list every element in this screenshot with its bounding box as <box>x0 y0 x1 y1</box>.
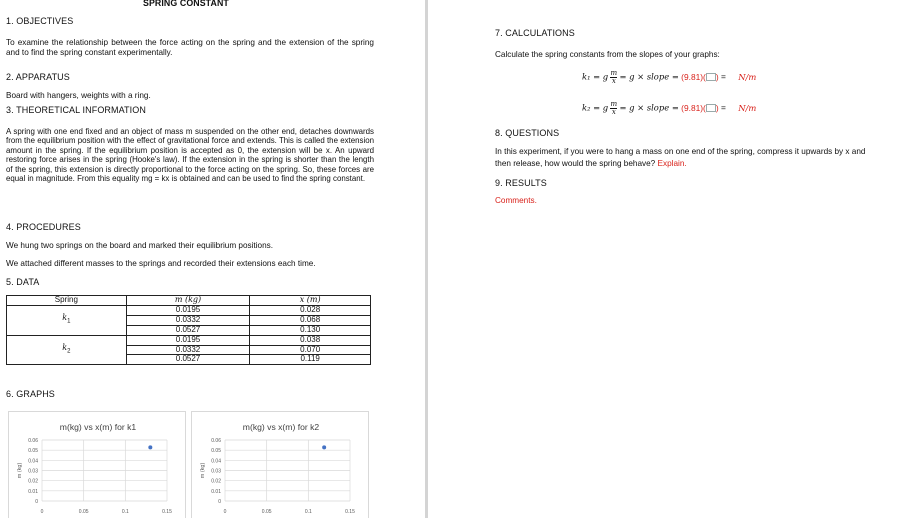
y-tick-label: 0.04 <box>28 458 38 465</box>
y-axis-label: m (kg) <box>17 462 23 479</box>
eq2-lhs: k₂ = g <box>582 102 609 113</box>
heading-apparatus: 2. APPARATUS <box>6 72 70 82</box>
placeholder-box[interactable] <box>706 104 716 112</box>
x-tick-label: 0.15 <box>162 509 172 515</box>
y-tick-label: 0.05 <box>28 448 38 455</box>
heading-questions: 8. QUESTIONS <box>495 128 560 138</box>
question-body: In this experiment, if you were to hang a mass on one end of the spring, compress it upwards by x and then release, how would the spring behave? <box>495 147 866 168</box>
y-tick-label: 0.06 <box>211 438 221 444</box>
placeholder-box[interactable] <box>706 73 716 81</box>
heading-data: 5. DATA <box>6 277 40 287</box>
eq-unit: N/m <box>738 102 757 113</box>
procedure-line-2: We attached different masses to the springs and recorded their extensions each time. <box>6 259 316 268</box>
heading-graphs: 6. GRAPHS <box>6 389 55 399</box>
eq-mid: = g × slope = <box>619 102 679 113</box>
fraction-num: m <box>610 100 618 108</box>
equation-k2 <box>582 101 756 116</box>
chart-k1 <box>8 411 186 518</box>
fraction-den: x <box>611 77 616 85</box>
extension-cell: 0.068 <box>250 315 371 325</box>
chart-title: m(kg) vs x(m) for k2 <box>242 422 320 432</box>
mass-cell: 0.0195 <box>126 335 250 345</box>
data-point <box>148 445 152 449</box>
y-tick-label: 0 <box>35 499 38 505</box>
x-tick-label: 0.15 <box>345 509 355 515</box>
y-tick-label: 0.01 <box>211 488 221 495</box>
data-table <box>6 295 371 365</box>
y-tick-label: 0.06 <box>28 438 38 444</box>
fraction-den: x <box>611 108 616 116</box>
equation-k1 <box>582 70 756 85</box>
col-header-extension: x (m) <box>250 296 371 306</box>
data-point <box>322 445 326 449</box>
eq-close: ) <box>715 102 719 113</box>
spring-k2-cell <box>7 335 127 365</box>
heading-theory: 3. THEORETICAL INFORMATION <box>6 105 146 115</box>
results-comments: Comments. <box>495 196 537 205</box>
heading-results: 9. RESULTS <box>495 178 547 188</box>
extension-cell: 0.119 <box>250 355 371 365</box>
extension-cell: 0.028 <box>250 305 371 315</box>
mass-cell: 0.0527 <box>126 325 250 335</box>
y-tick-label: 0.01 <box>28 488 38 495</box>
mass-cell: 0.0527 <box>126 355 250 365</box>
table-header-row <box>7 296 371 306</box>
spring-symbol: k <box>62 313 68 323</box>
spring-k1-cell <box>7 305 127 335</box>
eq-equals: = <box>720 71 726 82</box>
mass-cell: 0.0195 <box>126 305 250 315</box>
y-tick-label: 0.02 <box>28 478 38 485</box>
fraction <box>610 101 617 116</box>
table-row <box>7 335 371 345</box>
eq1-lhs: k₁ = g <box>582 71 609 82</box>
table-row <box>7 305 371 315</box>
spring-symbol: k <box>62 342 68 352</box>
mass-cell: 0.0332 <box>126 315 250 325</box>
y-tick-label: 0.04 <box>211 458 221 465</box>
spring-subscript: 1 <box>67 318 71 325</box>
x-tick-label: 0.1 <box>304 509 312 515</box>
calculations-text: Calculate the spring constants from the slopes of your graphs: <box>495 50 720 59</box>
theory-text: A spring with one end fixed and an object of mass m suspended on the other end, detaches downwards from the equilibrium position with the effect of gravitational force and extends. This is called the extension amount in the spring. If the equilibrium position is accepted as 0, the extension will be x. An upward restoring force arises in the spring (Hooke's law). If the extension in the spring is shorter than the length of the spring, this extension is directly proportional to the force acting on the spring. So, these forces are equal in magnitude. From this equality mg = kx is obtained and can be used to find the spring constant. <box>6 127 374 184</box>
eq-value: (9.81)( <box>681 71 706 82</box>
document-page-left <box>0 0 425 518</box>
heading-calculations: 7. CALCULATIONS <box>495 28 575 38</box>
y-tick-label: 0.03 <box>28 468 38 475</box>
apparatus-text: Board with hangers, weights with a ring. <box>6 91 151 100</box>
eq-equals: = <box>720 102 726 113</box>
eq-value: (9.81)( <box>681 102 706 113</box>
chart-k2-plot <box>192 412 370 518</box>
eq-mid: = g × slope = <box>619 71 679 82</box>
x-tick-label: 0.1 <box>121 509 129 515</box>
question-explain: Explain. <box>657 158 687 168</box>
y-axis-label: m (kg) <box>200 462 206 479</box>
col-header-mass: m (kg) <box>126 296 250 306</box>
fraction <box>610 70 617 85</box>
extension-cell: 0.038 <box>250 335 371 345</box>
mass-cell: 0.0332 <box>126 345 250 355</box>
col-header-spring: Spring <box>7 296 127 306</box>
chart-k2 <box>191 411 369 518</box>
y-tick-label: 0 <box>218 499 221 505</box>
procedure-line-1: We hung two springs on the board and marked their equilibrium positions. <box>6 241 274 250</box>
y-tick-label: 0.03 <box>211 468 221 475</box>
eq-close: ) <box>715 71 719 82</box>
x-tick-label: 0.05 <box>78 509 89 515</box>
y-tick-label: 0.05 <box>211 448 221 455</box>
document-page-right <box>428 0 897 518</box>
x-tick-label: 0 <box>223 509 227 515</box>
eq-unit: N/m <box>738 71 757 82</box>
x-tick-label: 0 <box>40 509 44 515</box>
heading-objectives: 1. OBJECTIVES <box>6 16 74 26</box>
spring-subscript: 2 <box>67 348 71 355</box>
heading-procedures: 4. PROCEDURES <box>6 222 81 232</box>
doc-title: SPRING CONSTANT <box>143 0 229 8</box>
chart-title: m(kg) vs x(m) for k1 <box>59 422 137 432</box>
extension-cell: 0.130 <box>250 325 371 335</box>
extension-cell: 0.070 <box>250 345 371 355</box>
x-tick-label: 0.05 <box>261 509 272 515</box>
objectives-text: To examine the relationship between the force acting on the spring and the extension of the spring and to find the spring constant experimentally. <box>6 38 374 57</box>
chart-k1-plot <box>9 412 187 518</box>
fraction-num: m <box>610 69 618 77</box>
y-tick-label: 0.02 <box>211 478 221 485</box>
question-text <box>495 146 875 169</box>
